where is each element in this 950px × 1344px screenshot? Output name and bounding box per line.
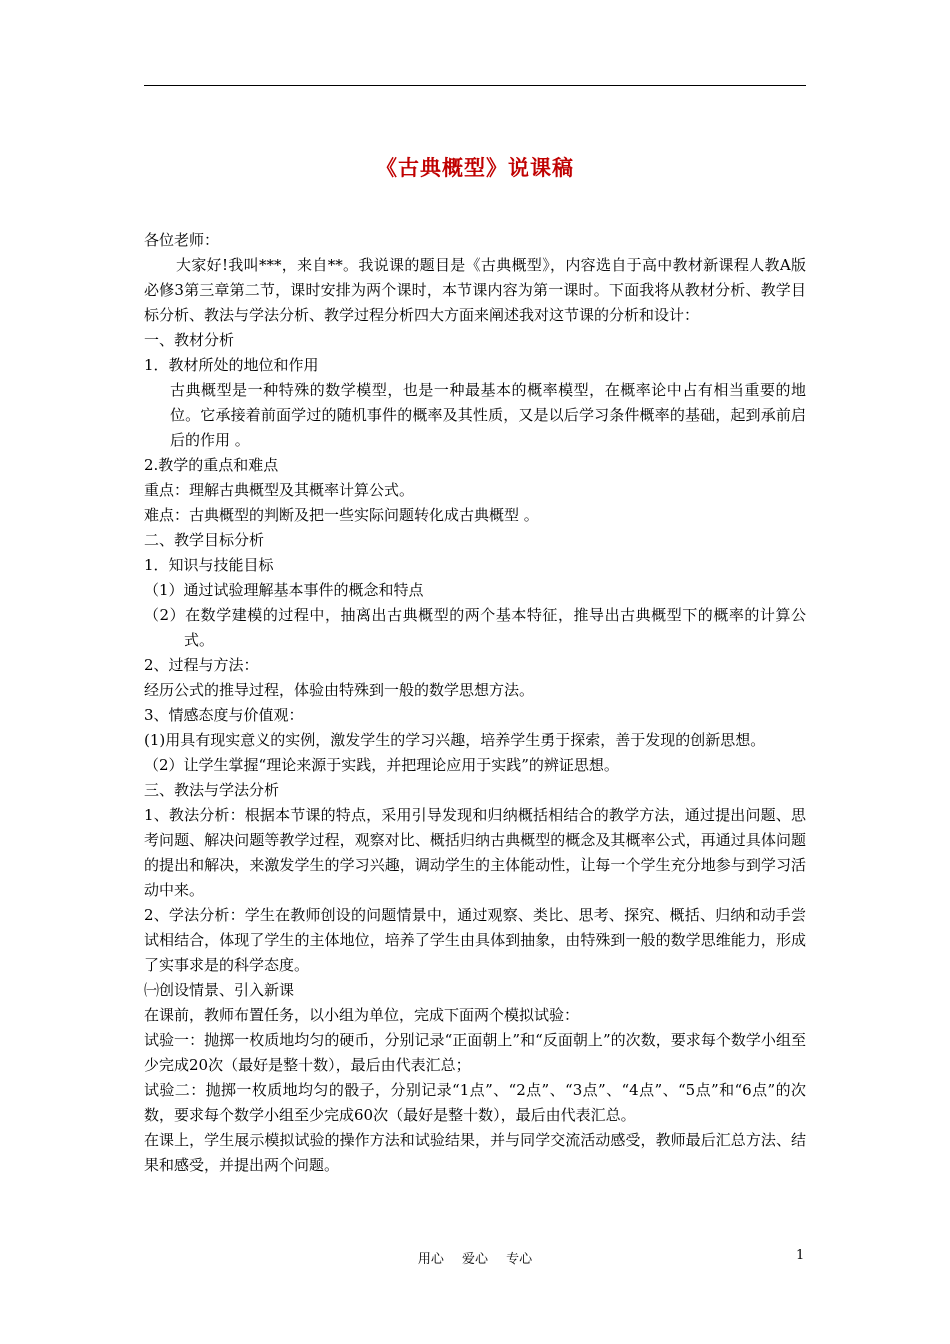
- body-paragraph: 试验二：抛掷一枚质地均匀的骰子，分别记录“1点”、“2点”、“3点”、“4点”、“5点”和“6点”的次数，要求每个数学小组至少完成60次（最好是整十数），最后由代表汇总。: [144, 1081, 806, 1124]
- section-heading: 一、教材分析: [144, 331, 235, 349]
- body-paragraph: 古典概型是一种特殊的数学模型，也是一种最基本的概率模型，在概率论中占有相当重要的地位。它承接着前面学过的随机事件的概率及其性质，又是以后学习条件概率的基础，起到承前启后的作用 。: [170, 381, 806, 449]
- body-paragraph: 在课上，学生展示模拟试验的操作方法和试验结果，并与同学交流活动感受，教师最后汇总方法、结果和感受，并提出两个问题。: [144, 1131, 806, 1174]
- section-heading: 三、教法与学法分析: [144, 781, 280, 799]
- document-title: 《古典概型》说课稿: [376, 155, 574, 180]
- page-number: 1: [796, 1248, 805, 1263]
- list-item: （2）让学生掌握“理论来源于实践，并把理论应用于实践”的辨证思想。: [144, 756, 619, 774]
- body-paragraph: 试验一：抛掷一枚质地均匀的硬币，分别记录“正面朝上”和“反面朝上”的次数，要求每个数学小组至少完成20次（最好是整十数），最后由代表汇总；: [144, 1031, 806, 1074]
- subsection-heading: 1．知识与技能目标: [144, 556, 274, 574]
- subsection-heading: 2、过程与方法：: [144, 656, 259, 674]
- subsection-heading: 1．教材所处的地位和作用: [144, 356, 319, 374]
- subsection-heading: 2.教学的重点和难点: [144, 456, 279, 474]
- body-paragraph: 1、教法分析：根据本节课的特点，采用引导发现和归纳概括相结合的教学方法，通过提出问题、思考问题、解决问题等教学过程，观察对比、概括归纳古典概型的概念及其概率公式，再通过具体问题的提出和解决，来激发学生的学习兴趣，调动学生的主体能动性，让每一个学生充分地参与到学习活动中来。: [144, 806, 806, 899]
- intro-paragraph: 大家好!我叫***，来自**。我说课的题目是《古典概型》，内容选自于高中教材新课程人教A版必修3第三章第二节，课时安排为两个课时，本节课内容为第一课时。下面我将从教材分析、教学目标分析、教法与学法分析、教学过程分析四大方面来阐述我对这节课的分析和设计：: [144, 256, 806, 324]
- body-paragraph: 难点：古典概型的判断及把一些实际问题转化成古典概型 。: [144, 506, 539, 524]
- list-item: （2）在数学建模的过程中，抽离出古典概型的两个基本特征，推导出古典概型下的概率的计算公式。: [144, 606, 806, 649]
- header-rule: [144, 85, 806, 86]
- body-paragraph: 2、学法分析：学生在教师创设的问题情景中，通过观察、类比、思考、探究、概括、归纳和动手尝试相结合，体现了学生的主体地位，培养了学生由具体到抽象，由特殊到一般的数学思维能力，形成了实事求是的科学态度。: [144, 906, 806, 974]
- greeting: 各位老师：: [144, 231, 220, 249]
- subsection-heading: ㈠创设情景、引入新课: [144, 981, 295, 999]
- document-body: [144, 228, 806, 1178]
- subsection-heading: 3、情感态度与价值观：: [144, 706, 304, 724]
- body-paragraph: 经历公式的推导过程，体验由特殊到一般的数学思想方法。: [144, 681, 535, 699]
- body-paragraph: 在课前，教师布置任务，以小组为单位，完成下面两个模拟试验：: [144, 1006, 580, 1024]
- list-item: （1）通过试验理解基本事件的概念和特点: [144, 581, 424, 599]
- footer-motto: 用心 爱心 专心: [417, 1252, 533, 1267]
- section-heading: 二、教学目标分析: [144, 531, 265, 549]
- body-paragraph: 重点：理解古典概型及其概率计算公式。: [144, 481, 415, 499]
- list-item: (1)用具有现实意义的实例，激发学生的学习兴趣，培养学生勇于探索，善于发现的创新思想。: [144, 731, 766, 749]
